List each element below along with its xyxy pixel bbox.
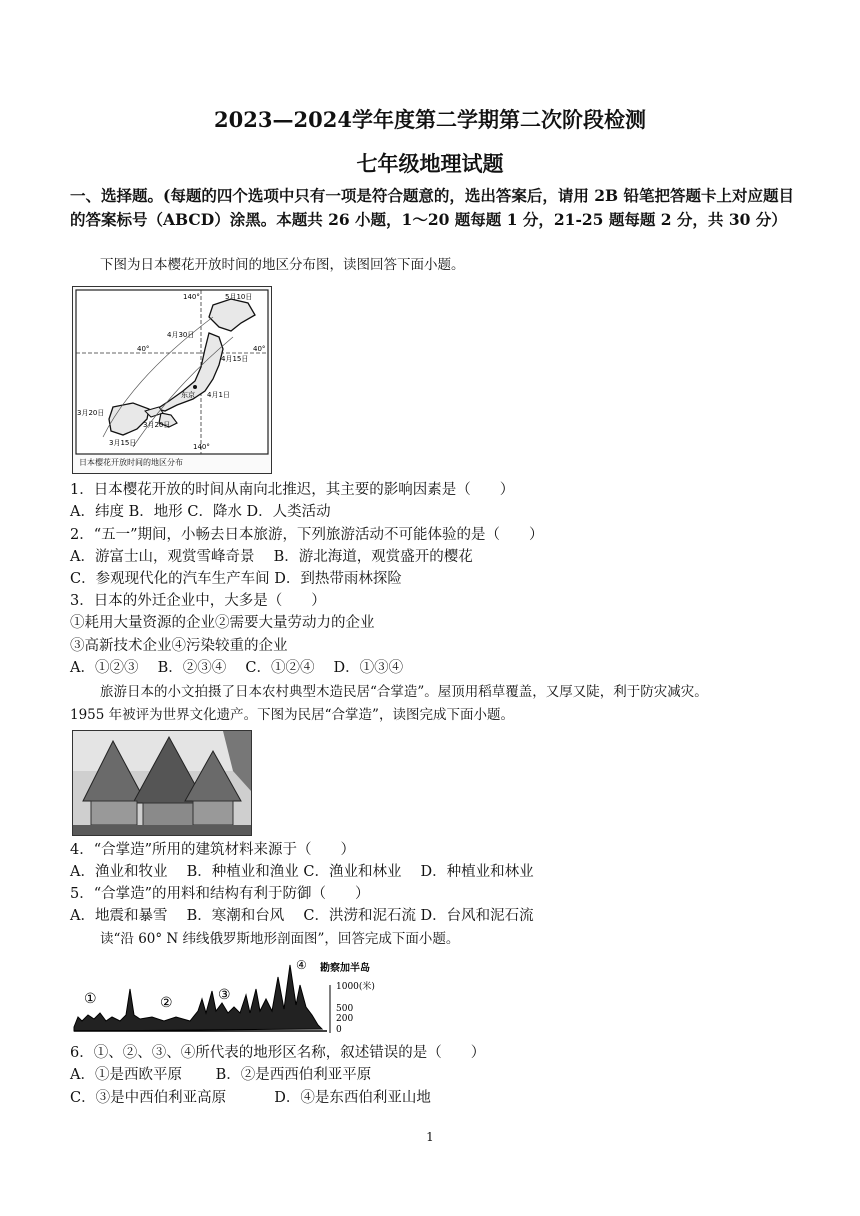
question-2-options-ab: A．游富士山，观赏雪峰奇景 B．游北海道，观赏盛开的樱花 xyxy=(70,549,473,565)
profile-marker-1: ① xyxy=(84,991,97,1007)
map-label-date-mar20: 3月20日 xyxy=(77,409,105,417)
question-1-options: A．纬度 B．地形 C．降水 D．人类活动 xyxy=(70,504,331,520)
question-2-options-cd: C．参观现代化的汽车生产车间 D．到热带雨林探险 xyxy=(70,571,402,587)
question-5-options: A．地震和暴雪 B．寒潮和台风 C．洪涝和泥石流 D．台风和泥石流 xyxy=(70,908,534,924)
intro-profile: 读“沿 60° N 纬线俄罗斯地形剖面图”，回答完成下面小题。 xyxy=(100,931,460,947)
profile-unit-label: 1000(米) xyxy=(336,982,375,992)
profile-tick-200: 200 xyxy=(336,1014,354,1024)
page-number: 1 xyxy=(426,1130,434,1144)
map-label-lat40-right: 40° xyxy=(253,345,266,353)
russia-terrain-profile xyxy=(72,955,392,1037)
profile-marker-4: ④ xyxy=(296,958,307,972)
section-heading: 一、选择题。(每题的四个选项中只有一项是符合题意的，选出答案后，请用 2B 铅笔把答题卡上对应题目的答案标号（ABCD）涂黑。本题共 26 小题，1～20 题每题 1 分，21-25 题每题 2 分，共 30 分） xyxy=(70,186,795,229)
question-4: 4．“合掌造”所用的建筑材料来源于（ ） xyxy=(70,842,356,858)
question-1: 1．日本樱花开放的时间从南向北推迟，其主要的影响因素是（ ） xyxy=(70,482,515,498)
intro-gassho-line2: 1955 年被评为世界文化遗产。下图为民居“合掌造”，读图完成下面小题。 xyxy=(70,707,514,723)
map-label-date-mar20b: 3月20日 xyxy=(143,421,171,429)
map-label-date-apr15: 4月15日 xyxy=(221,355,249,363)
profile-region-label: 勘察加半岛 xyxy=(320,963,370,974)
question-3-statements-2: ③高新技术企业④污染较重的企业 xyxy=(70,638,288,654)
exam-title: 2023—2024学年度第二学期第二次阶段检测 xyxy=(214,107,646,132)
question-6-options-ab: A．①是西欧平原 B．②是西西伯利亚平原 xyxy=(70,1067,372,1083)
question-5: 5．“合掌造”的用料和结构有利于防御（ ） xyxy=(70,886,370,902)
japan-sakura-map xyxy=(72,286,272,474)
intro-sakura: 下图为日本樱花开放时间的地区分布图，读图回答下面小题。 xyxy=(100,257,465,273)
map-label-date-mar15: 3月15日 xyxy=(109,439,137,447)
question-6: 6．①、②、③、④所代表的地形区名称，叙述错误的是（ ） xyxy=(70,1045,486,1061)
profile-marker-3: ③ xyxy=(218,987,231,1003)
profile-tick-500: 500 xyxy=(336,1004,354,1014)
gassho-house-photo xyxy=(72,730,252,836)
map-label-date-may10: 5月10日 xyxy=(225,293,253,301)
profile-tick-0: 0 xyxy=(336,1025,342,1035)
map-label-lon140-bottom: 140° xyxy=(193,443,210,451)
question-3-statements-1: ①耗用大量资源的企业②需要大量劳动力的企业 xyxy=(70,615,375,631)
question-2: 2．“五一”期间，小畅去日本旅游，下列旅游活动不可能体验的是（ ） xyxy=(70,527,544,543)
map-label-tokyo: 东京 xyxy=(181,391,195,399)
question-6-options-cd: C．③是中西伯利亚高原 D．④是东西伯利亚山地 xyxy=(70,1090,431,1106)
question-3-options: A．①②③ B．②③④ C．①②④ D．①③④ xyxy=(70,660,404,676)
map-caption: 日本樱花开放时间的地区分布 xyxy=(79,458,183,467)
exam-subtitle: 七年级地理试题 xyxy=(356,151,504,176)
question-4-options: A．渔业和牧业 B．种植业和渔业 C．渔业和林业 D．种植业和林业 xyxy=(70,864,534,880)
map-label-lat40-left: 40° xyxy=(137,345,150,353)
map-label-date-apr30: 4月30日 xyxy=(167,331,195,339)
question-3: 3．日本的外迁企业中，大多是（ ） xyxy=(70,593,326,609)
profile-marker-2: ② xyxy=(160,995,173,1011)
map-label-lon140-top: 140° xyxy=(183,293,200,301)
intro-gassho-line1: 旅游日本的小文拍摄了日本农村典型木造民居“合掌造”。屋顶用稻草覆盖，又厚又陡，利于防灾减灾。 xyxy=(100,684,708,700)
map-label-date-apr1: 4月1日 xyxy=(207,391,230,399)
